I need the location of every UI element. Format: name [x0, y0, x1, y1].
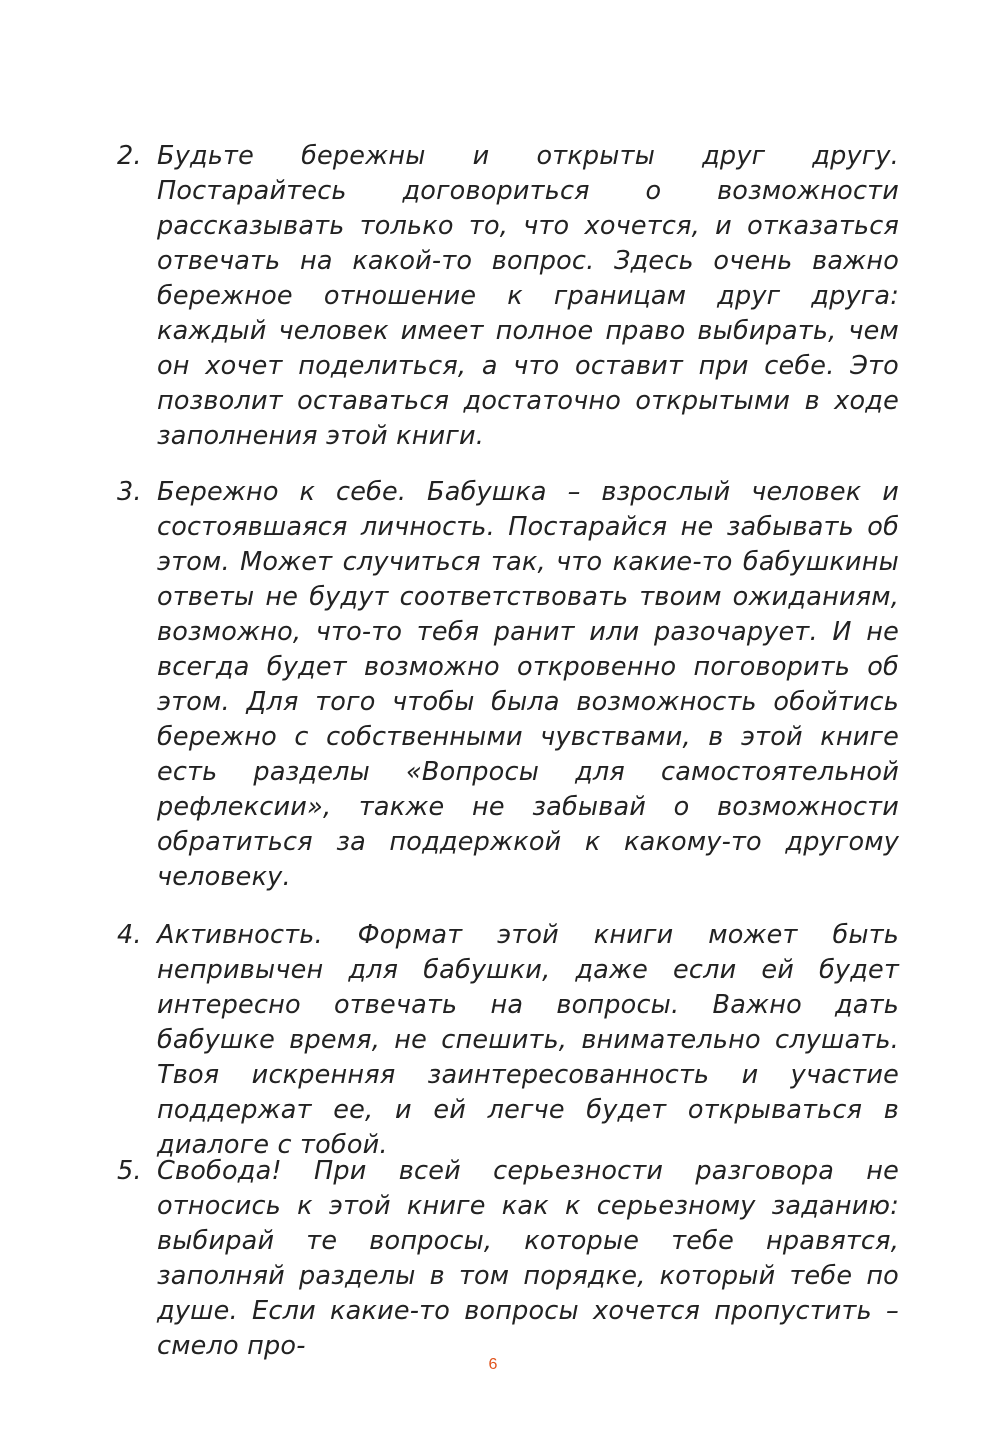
list-item-text: Активность. Формат этой книги может быть непривычен для бабушки, даже если ей будет интересно отвечать на вопросы. Важно дать бабушке время, не спешить, внимательно слушать. Твоя искренняя заинтересованность и участие поддержат ее, и ей легче будет открываться в диалоге с тобой. [157, 920, 899, 1160]
list-item-text: Бережно к себе. Бабушка – взрослый человек и состоявшаяся личность. Постарайся не забывать об этом. Может случиться так, что какие-то бабушкины ответы не будут соответствовать твоим ожиданиям, возможно, что-то тебя ранит или разочарует. И не всегда будет возможно откровенно поговорить об этом. Для того чтобы была возможность обойтись бережно с собственными чувствами, в этой книге есть разделы «Вопросы для самостоятельной рефлексии», также не забывай о возможности обратиться за поддержкой к какому-то другому человеку. [157, 477, 899, 892]
list-item [117, 918, 899, 1163]
list-item-number: 2. [117, 141, 142, 171]
list-item-text: Свобода! При всей серьезности разговора не относись к этой книге как к серьезному заданию: выбирай те вопросы, которые тебе нравятся, заполняй разделы в том порядке, который тебе по душе. Если какие-то вопросы хочется пропустить – смело про- [157, 1156, 899, 1361]
list-item-number: 5. [117, 1156, 142, 1186]
list-item [117, 475, 899, 895]
list-item [117, 139, 899, 454]
list-item-number: 4. [117, 920, 142, 950]
list-item-text: Будьте бережны и открыты друг другу. Постарайтесь договориться о возможности рассказывать только то, что хочется, и отказаться отвечать на какой-то вопрос. Здесь очень важно бережное отношение к границам друг друга: каждый человек имеет полное право выбирать, чем он хочет поделиться, а что оставит при себе. Это позволит оставаться достаточно открытыми в ходе заполнения этой книги. [157, 141, 899, 451]
page-number: 6 [488, 1356, 498, 1373]
list-item-number: 3. [117, 477, 142, 507]
list-item [117, 1154, 899, 1361]
